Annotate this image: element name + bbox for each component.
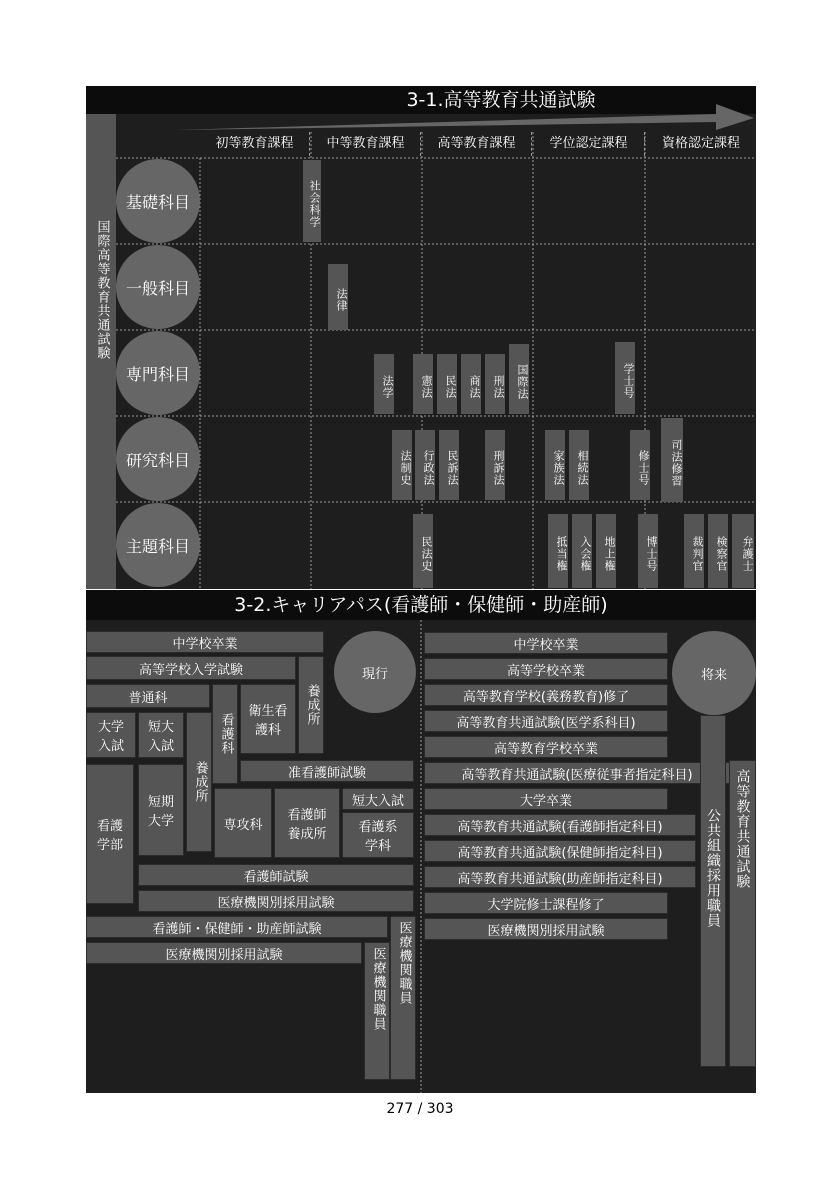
item-hogaku: 法学 <box>374 354 394 414</box>
item-bengoshi: 弁護士 <box>732 514 754 588</box>
left-daigaku-nyushi: 大学入試 <box>86 712 136 758</box>
page-number: 277 / 303 <box>386 1101 454 1117</box>
item-kokusaiho: 国際法 <box>509 344 529 414</box>
left-iryo-kikan-shokuin-1: 医療機関職員 <box>364 942 390 1080</box>
right-kokyo-soshiki-saiyo-shokuin: 公共組織採用職員 <box>700 715 726 1067</box>
item-hoseishi: 法制史 <box>392 430 412 500</box>
right-koto-kyoiku-kyotsu-shiken: 高等教育共通試験 <box>729 760 756 1067</box>
item-horitsu: 法律 <box>328 264 348 330</box>
right-step-2: 高等学校卒業 <box>424 658 668 680</box>
item-shiho-shushu: 司法修習 <box>661 418 683 502</box>
right-step-11: 大学院修士課程修了 <box>424 892 668 914</box>
left-senkoka: 専攻科 <box>214 788 272 858</box>
left-iryo-kikan-saiyo-1: 医療機関別採用試験 <box>138 890 414 912</box>
item-sozokuho: 相続法 <box>569 430 589 500</box>
column-header-gakui: 学位認定課程 <box>533 132 645 156</box>
left-kango-gakubu: 看護学部 <box>86 764 134 904</box>
column-header-shikaku: 資格認定課程 <box>661 136 740 151</box>
left-tandai-nyushi-2: 短大入試 <box>342 788 414 810</box>
left-iryo-kikan-shokuin-2: 医療機関職員 <box>390 916 416 1080</box>
left-eisei-kangoka: 衛生看護科 <box>240 684 296 754</box>
item-saibankan: 裁判官 <box>684 514 704 588</box>
row-label-kenkyu: 研究科目 <box>116 417 200 501</box>
column-header-shoto: 初等教育課程 <box>200 132 310 156</box>
row-label-kiso: 基礎科目 <box>116 159 200 243</box>
item-minsoho: 民訴法 <box>439 430 459 500</box>
left-futsuka: 普通科 <box>86 684 210 708</box>
row-label-ippan: 一般科目 <box>116 245 200 329</box>
right-step-8: 高等教育共通試験(看護師指定科目) <box>424 814 696 836</box>
column-header-chuto: 中等教育課程 <box>311 132 421 156</box>
item-kensatsukan: 検察官 <box>708 514 728 588</box>
item-minpo: 民法 <box>437 354 457 414</box>
left-chugakko-sotsugyo: 中学校卒業 <box>86 631 324 653</box>
right-step-7: 大学卒業 <box>424 788 668 810</box>
row-label-senmon: 専門科目 <box>116 331 200 415</box>
item-chijoken: 地上権 <box>596 514 616 588</box>
item-keiho: 刑法 <box>485 354 505 414</box>
left-yoseisho-1: 養成所 <box>298 656 324 754</box>
left-jun-kangoshi-shiken: 准看護師試験 <box>240 760 414 782</box>
item-keisoho: 刑訴法 <box>485 430 505 500</box>
left-tandai-nyushi: 短大入試 <box>138 712 184 758</box>
right-step-6: 高等教育共通試験(医療従事者指定科目) <box>424 762 730 784</box>
item-kenpo: 憲法 <box>413 354 433 414</box>
right-step-4: 高等教育共通試験(医学系科目) <box>424 710 668 732</box>
item-shakai-kagaku: 社会科学 <box>303 160 321 242</box>
right-step-5: 高等教育学校卒業 <box>424 736 668 758</box>
right-step-1: 中学校卒業 <box>424 632 668 654</box>
right-step-10: 高等教育共通試験(助産師指定科目) <box>424 866 696 888</box>
item-gakushigo: 学士号 <box>615 342 635 414</box>
left-kangokei-gakka: 看護系学科 <box>342 812 414 858</box>
item-minposhi: 民法史 <box>413 514 433 588</box>
section1-side-label: 国際高等教育共通試験 <box>94 220 110 360</box>
item-shoho: 商法 <box>461 354 481 414</box>
left-kango-ka: 看護科 <box>212 684 238 784</box>
item-kazokuho: 家族法 <box>545 430 565 500</box>
left-koko-nyushi: 高等学校入学試験 <box>86 656 296 680</box>
item-hakushigo: 博士号 <box>638 514 658 588</box>
current-circle: 現行 <box>334 631 416 713</box>
item-gyoseiho: 行政法 <box>415 430 435 500</box>
column-header-koto: 高等教育課程 <box>422 132 532 156</box>
section1-title: 3-1.高等教育共通試験 <box>86 86 756 114</box>
right-step-9: 高等教育共通試験(保健師指定科目) <box>424 840 696 862</box>
row-label-shudai: 主題科目 <box>116 503 200 587</box>
section2-title: 3-2.キャリアパス(看護師・保健師・助産師) <box>86 590 756 620</box>
right-step-3: 高等教育学校(義務教育)修了 <box>424 684 668 706</box>
left-kangoshi-shiken: 看護師試験 <box>138 864 414 886</box>
left-tanki-daigaku: 短期大学 <box>138 764 184 856</box>
item-teitoken: 抵当権 <box>548 514 568 588</box>
right-step-12: 医療機関別採用試験 <box>424 918 668 940</box>
left-iryo-kikan-saiyo-2: 医療機関別採用試験 <box>86 942 362 964</box>
item-iriaiken: 入会権 <box>572 514 592 588</box>
future-circle: 将来 <box>672 631 756 715</box>
left-kangoshi-yoseisho: 看護師養成所 <box>274 788 340 858</box>
left-kango-hoken-josan-shiken: 看護師・保健師・助産師試験 <box>86 916 388 938</box>
left-yoseisho-2: 養成所 <box>186 712 212 852</box>
item-shushigo: 修士号 <box>630 430 650 500</box>
